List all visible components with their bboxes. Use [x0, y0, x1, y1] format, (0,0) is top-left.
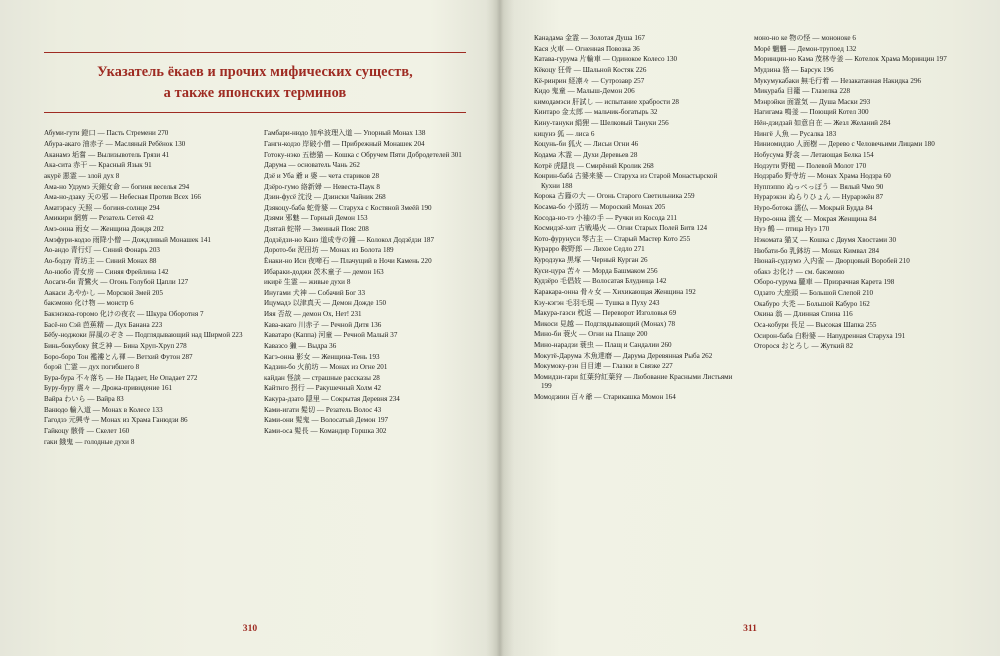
index-column-2 [264, 129, 466, 448]
index-entry: Ама-но Удзумэ 天鈿女命 — богиня веселья 294 [44, 182, 190, 191]
index-entry: Мино-би 蓑火 — Огни на Плаще 200 [534, 330, 648, 339]
index-entry: Каракара-онна 骨々女 — Хихикающая Женщина 192 [534, 287, 696, 296]
index-entry: Одзато 大座頭 — Большой Слепой 210 [754, 289, 874, 297]
right-page-columns [534, 34, 956, 404]
index-entry: Оса-кобури 長足 — Высокая Шапка 255 [754, 320, 877, 329]
index-entry: Бинь-бокубоку 貧乏神 — Бина Хруп-Хруп 278 [44, 341, 187, 350]
index-entry: Кодама 木霊 — Духи Деревьев 28 [534, 150, 638, 159]
index-entry: Осирон-баба 白粉婆 — Напудренная Старуха 191 [754, 331, 906, 340]
index-entry: Бура-бура 不々落ち — Не Падает, Не Опадает 272 [44, 373, 198, 382]
index-entry: Оторося おとろし — Жуткий 82 [754, 342, 854, 351]
index-entry: гаки 餓鬼 — голодные духи 8 [44, 437, 135, 446]
index-entry: Дзятай 蛇帯 — Змеиный Пояс 208 [264, 225, 369, 234]
index-entry: Гамбари-нюдо 加牟波理入道 — Упорный Монах 138 [264, 129, 426, 138]
index-entry: обакэ お化け — см. бакэмоно [754, 267, 845, 276]
index-entry: Аосаги-би 青鷺火 — Огонь Голубой Цапли 127 [44, 278, 189, 287]
index-entry: Моринцин-но Кама 茂林寺釜 — Котелок Храма Моринцин 197 [754, 55, 947, 64]
index-entry: Аматэрасу 天照 — богиня-солнце 294 [44, 203, 160, 212]
index-entry: кицунэ 狐 — лиса 6 [534, 129, 595, 138]
index-entry: Кэу-кэгэн 毛羽毛現 — Тушка в Пуху 243 [534, 298, 660, 307]
index-title-line-2: а также японских терминов [163, 84, 347, 101]
index-entry: Курарро 鞍野郎 — Лихое Седло 271 [534, 245, 645, 254]
index-entry: Нуро-ботока 濡仏 — Мокрый Будда 84 [754, 204, 873, 212]
index-entry: Нэкомата 猫又 — Кошка с Двумя Хвостами 30 [754, 235, 896, 244]
index-entry: Ёнаки-но Иси 夜啼石 — Плачущий в Ночи Камень 220 [264, 256, 432, 265]
index-entry: борэй 亡霊 — дух погибшего 8 [44, 363, 140, 372]
index-entry: акурё 悪霊 — злой дух 8 [44, 171, 120, 180]
index-title-line-1: Указатель ёкаев и прочих мифических существ, [97, 64, 413, 80]
index-entry: Космидзё-хит 古戦場火 — Огни Старых Полей Битв 124 [534, 224, 708, 233]
index-entry: Ками-они 髪鬼 — Волосатый Демон 197 [264, 416, 389, 425]
index-entry: Кину-тануки 絹狸 — Шелковый Тануки 256 [534, 119, 669, 127]
index-entry: Дзёро-гумо 絡新婦 — Невеста-Паук 8 [264, 182, 380, 191]
index-entry: Нагигама 鳴釜 — Поющий Котел 300 [754, 108, 869, 117]
index-entry: Мокутё-Дарума 木魚達磨 — Дарума Деревянная Рыба 262 [534, 351, 713, 360]
index-entry: Нингё 人魚 — Русалка 183 [754, 129, 837, 138]
index-entry: Ао-нюбо 青女房 — Синяя Фрейлина 142 [44, 267, 169, 276]
index-entry: Кава-акаго 川赤子 — Речной Дитя 136 [264, 320, 382, 329]
index-entry: Ниниомидзю 人面樹 — Дерево с Человечьими Лицами 180 [754, 140, 935, 149]
index-entry: Кавазсо 獺 — Выдра 36 [264, 341, 337, 350]
index-entry: Конрин-бабá 古婆来婆 — Старуха из Старой Монастырской Кухни 188 [534, 172, 718, 190]
index-entry: Дзин-фусё 沈没 — Дзински Чайник 268 [264, 193, 386, 202]
index-entry: Дзякоцу-баба 蛇骨婆 — Старуха с Костяной Змеёй 190 [264, 203, 432, 212]
page-number-left: 310 [242, 623, 258, 634]
index-entry: Вайра わいら — Вайра 83 [44, 395, 124, 404]
index-entry: Катава-гурума 片輪車 — Одинокое Колесо 130 [534, 55, 678, 64]
index-entry: Корока 古籙の大 — Огонь Старого Светильника 259 [534, 192, 695, 201]
index-entry: Кагэ-онна 影女 — Женщина-Тень 193 [264, 352, 380, 361]
index-entry: Нён-дзидзай 如意自在 — Жезл Желаний 284 [754, 119, 891, 127]
index-entry: Какура-дзато 隠里 — Сокрытая Деревня 234 [264, 395, 400, 404]
index-column-4 [754, 34, 956, 404]
index-entry: Гангн-кодзо 岸破小僧 — Прибрежный Монашек 204 [264, 140, 425, 149]
index-entry: Ама-но-дзаку 天の邪 — Небесная Против Всех 166 [44, 193, 201, 202]
index-entry: Котрё 虎隠良 — Смирённй Кролик 268 [534, 161, 654, 170]
index-entry: Кё-ринрин 経凛々 — Сутрозавр 257 [534, 76, 645, 85]
index-entry: Нюнай-судзумэ 入内雀 — Дворцовый Воробей 210 [754, 257, 910, 266]
index-entry: Канадама 金霊 — Золотая Душа 167 [534, 34, 645, 42]
index-entry: Нобусума 野衾 — Летающая Белка 154 [754, 150, 874, 159]
index-entry: Бёбу-ноджоки 屏風のぞき — Подглядывающий над Ширмой 223 [44, 331, 243, 340]
index-entry: Момодзиин 百々爺 — Старикашка Момон 164 [534, 393, 676, 402]
index-entry: Кудзёро 毛倡妓 — Волосатая Блудница 142 [534, 277, 667, 286]
index-entry: Аакаси あやかし — Морской Змей 205 [44, 288, 163, 297]
index-entry: Амэфури-кодзо 雨降小僧 — Дождливый Монашек 141 [44, 235, 211, 244]
title-rule-top [44, 52, 466, 53]
index-entry: Абура-акаго 油赤子 — Масляный Ребёнок 130 [44, 140, 186, 149]
index-entry: Амикири 網剪 — Резатель Сетей 42 [44, 214, 154, 223]
index-entry: Кася 火車 — Огненная Повозка 36 [534, 44, 640, 53]
index-entry: Ицумадэ 以津真天 — Демон Дожде 150 [264, 299, 387, 308]
index-entry: Мудзина 貉 — Барсук 196 [754, 65, 834, 74]
index-entry: Макура-гаэси 枕返 — Переворот Изголовья 69 [534, 309, 677, 318]
index-entry: Мино-нарадзи 蓑虫 — Плащ и Сандалии 260 [534, 341, 672, 350]
index-entry: кимодамэси 肝試し — испытание храбрости 28 [534, 97, 679, 106]
index-entry: Боро-боро Тон 襤褸とん褌 — Ветхий Футон 287 [44, 352, 193, 361]
index-entry: Гагодзэ 元興寺 — Монах из Храма Ганюдзи 86 [44, 416, 188, 425]
index-entry: икирё 生霊 — живые духи 8 [264, 278, 351, 287]
index-entry: Кинтаро 金太郎 — мальчик-богатырь 32 [534, 108, 658, 117]
index-entry: Кидо 鬼童 — Малыш-Демон 206 [534, 87, 635, 96]
index-entry: Нюбати-бо 乳鉢坊 — Монах Кимвал 284 [754, 246, 879, 255]
index-entry: Косама-бо 小頭坊 — Мороский Монах 205 [534, 202, 666, 211]
index-entry: Нурарэкэн ぬらりひょん — Нурарэкён 87 [754, 193, 884, 202]
index-entry: Ияя 否故 — демон Ох, Нет! 231 [264, 310, 362, 319]
left-page-columns [44, 129, 466, 448]
title-rule-bottom [44, 112, 466, 113]
index-entry: Ао-бодзу 青坊主 — Синий Монах 88 [44, 256, 157, 265]
index-entry: Кото-фурунуси 琴古主 — Старый Мастер Кото 255 [534, 234, 691, 243]
index-entry: Додзёдзи-но Канэ 道成寺の鐘 — Колокол Додзёдзи 187 [264, 235, 435, 244]
page-right [500, 0, 1000, 656]
index-entry: Нуро-онна 濡女 — Мокрая Женщина 84 [754, 214, 877, 223]
index-entry: Готоку-нэко 五徳猫 — Кошка с Обручем Пяти Добродетелей 301 [264, 150, 462, 159]
index-entry: Оборо-гурума 朧車 — Призрачная Карета 198 [754, 278, 895, 287]
index-entry: Кадзин-бо 火前坊 — Монах из Огне 201 [264, 363, 388, 372]
index-entry: Микураба 目籠 — Глазелка 228 [754, 87, 851, 96]
index-entry: Каватаро (Каппа) 河童 — Речной Малый 37 [264, 331, 398, 340]
index-entry: Дарума — основатель Чань 262 [264, 161, 360, 170]
index-entry: Мэнрэйки 面霊気 — Душа Маски 293 [754, 97, 871, 106]
index-entry: Ака-сита 赤干 — Красный Язык 91 [44, 161, 152, 170]
index-entry: бакэмоно 化け物 — монстр 6 [44, 299, 134, 308]
index-entry: Микоси 見越 — Подглядывающий (Монах) 78 [534, 319, 676, 328]
index-entry: Ибараки-доджи 茨木童子 — демон 163 [264, 267, 384, 276]
index-entry: Ванюдо 輪入道 — Монах в Колесе 133 [44, 405, 163, 414]
index-entry: Аканамэ 垢嘗 — Вылизывотель Грязи 41 [44, 150, 170, 159]
index-entry: Нодзути 野槌 — Полевой Молот 170 [754, 161, 867, 170]
index-title [44, 52, 466, 113]
index-entry: Кайтнго 拐行 — Ракушечный Холм 42 [264, 384, 382, 393]
index-entry: Гайкоцу 骸骨 — Скелет 160 [44, 426, 130, 435]
index-entry: Нуэ 鵺 — птица Нуэ 170 [754, 225, 830, 234]
index-column-1 [44, 129, 246, 448]
index-column-3 [534, 34, 736, 404]
index-entry: Момидзи-гари 紅葉狩紅葉狩 — Любование Красными Листьями 199 [534, 372, 733, 391]
index-entry: Нуппэппо ぬっぺっぽう — Вялый Чмо 90 [754, 182, 884, 191]
index-entry: Буру-буру 震々 — Дрожа-привидение 161 [44, 384, 173, 393]
index-entry: Дзё и Уба 爺 и 婆 — чета стариков 28 [264, 171, 379, 180]
index-entry: Басё-но Сэй 芭蕉精 — Дух Банана 223 [44, 320, 163, 329]
index-entry: Куси-цура 苦々 — Морда Башмаком 256 [534, 266, 658, 275]
index-entry: Абуми-гути 鐙口 — Пасть Стремени 270 [44, 129, 169, 138]
index-entry: Кёкоцу 狂骨 — Шальной Костяк 226 [534, 65, 647, 74]
page-number-right: 311 [743, 623, 757, 634]
index-entry: Нодзрабо 野寺坊 — Монах Храма Нодзра 60 [754, 172, 891, 181]
index-entry: моно-но ке 物の怪 — мононоке 6 [754, 34, 856, 42]
index-entry: Ками-игати 髪切 — Резатель Волос 43 [264, 405, 382, 414]
index-entry: Ками-оса 髪長 — Командир Горшка 302 [264, 426, 387, 435]
index-entry: Дзями 邪魅 — Горный Демон 153 [264, 214, 368, 223]
index-entry: Окабуро 大禿 — Большой Кабуро 162 [754, 299, 870, 308]
index-entry: Дорото-би 泥田坊 — Монах из Болота 189 [264, 246, 394, 255]
index-entry: Окина 翁 — Длинная Спина 116 [754, 310, 853, 319]
index-entry: Бакэнэкоа-горомо 化けの夜衣 — Шкура Оборотня 7 [44, 310, 204, 319]
index-entry: Амэ-онна 雨女 — Женщина Дождя 202 [44, 225, 164, 234]
index-entry: Морё 魍魎 — Демон-трупоед 132 [754, 44, 857, 53]
index-entry: Мукумукабаки 無毛行着 — Незакатанная Накидка 296 [754, 76, 922, 85]
index-entry: Куродзука 黒塚 — Черный Курган 26 [534, 256, 648, 265]
index-entry: Косода-но-тэ 小袖の手 — Ручки из Косода 211 [534, 213, 678, 222]
index-entry: Ао-андо 青行灯 — Синий Фонарь 203 [44, 246, 160, 255]
index-entry: Инугами 犬神 — Собачий Бог 33 [264, 288, 365, 297]
index-entry: Коцунь-би 狐火 — Лисьи Огни 46 [534, 140, 639, 149]
index-entry: Мокумоку-рэн 目目連 — Глазки в Связке 227 [534, 362, 673, 371]
index-entry: кайдан 怪談 — страшные рассказы 28 [264, 373, 380, 382]
